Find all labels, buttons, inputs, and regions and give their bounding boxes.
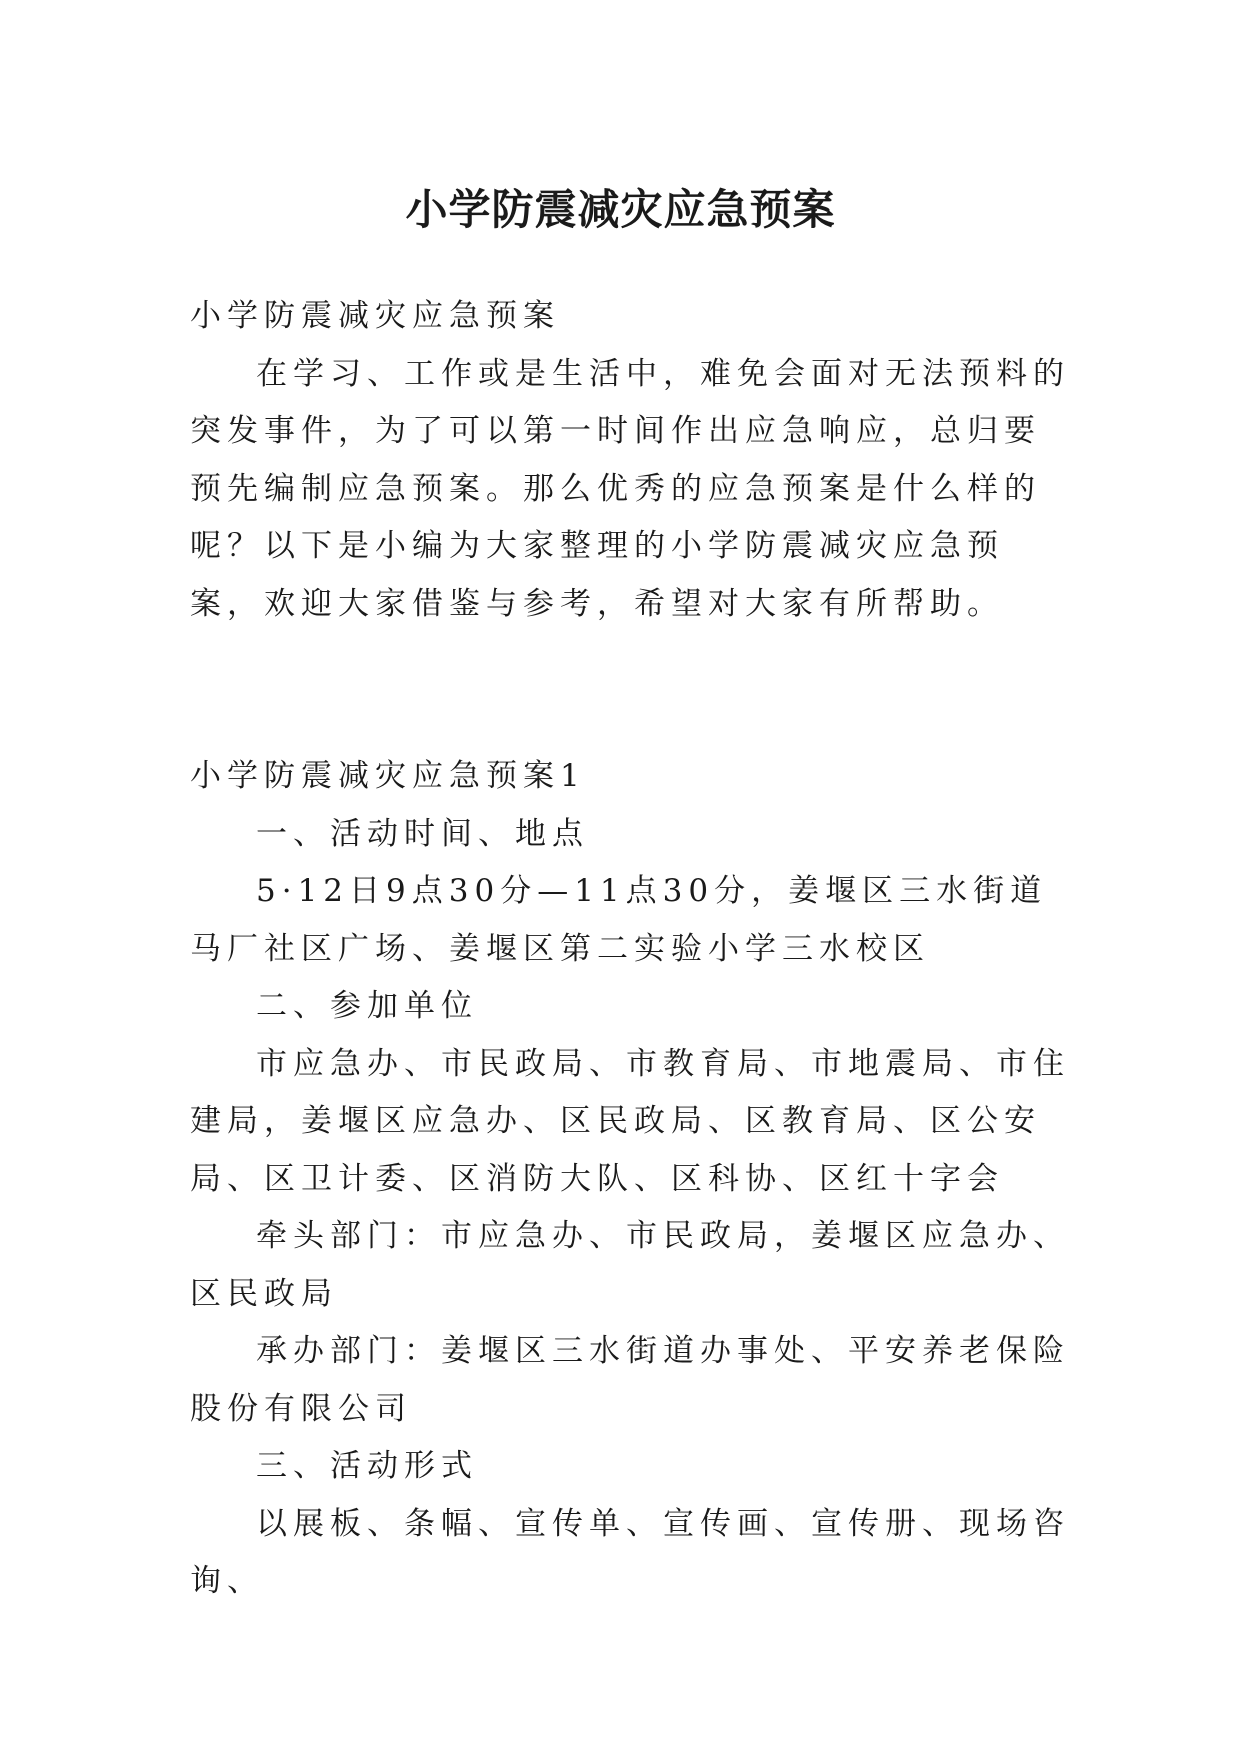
document-body xyxy=(190,288,1070,1611)
section-spacer xyxy=(190,633,1070,748)
intro-heading: 小学防震减灾应急预案 xyxy=(190,298,560,334)
section-heading: 小学防震减灾应急预案1 xyxy=(190,758,586,794)
paragraph-participants: 市应急办、市民政局、市教育局、市地震局、市住建局，姜堰区应急办、区民政局、区教育局、区公安局、区卫计委、区消防大队、区科协、区红十字会 xyxy=(190,1045,1070,1197)
paragraph-lead-departments: 牵头部门：市应急办、市民政局，姜堰区应急办、区民政局 xyxy=(190,1218,1070,1312)
intro-paragraph: 在学习、工作或是生活中，难免会面对无法预料的突发事件，为了可以第一时间作出应急响应，总归要预先编制应急预案。那么优秀的应急预案是什么样的呢？以下是小编为大家整理的小学防震减灾应急预案，欢迎大家借鉴与参考，希望对大家有所帮助。 xyxy=(190,355,1070,622)
subheading-time-location: 一、活动时间、地点 xyxy=(256,815,589,852)
subheading-participants: 二、参加单位 xyxy=(256,988,478,1024)
page-title: 小学防震减灾应急预案 xyxy=(405,185,836,235)
paragraph-activity-form: 以展板、条幅、宣传单、宣传画、宣传册、现场咨询、 xyxy=(190,1505,1070,1599)
paragraph-time-location: 5·12日9点30分—11点30分，姜堰区三水街道马厂社区广场、姜堰区第二实验小学三水校区 xyxy=(190,873,1048,967)
paragraph-organizers: 承办部门：姜堰区三水街道办事处、平安养老保险股份有限公司 xyxy=(190,1333,1070,1427)
subheading-activity-form: 三、活动形式 xyxy=(256,1448,478,1484)
